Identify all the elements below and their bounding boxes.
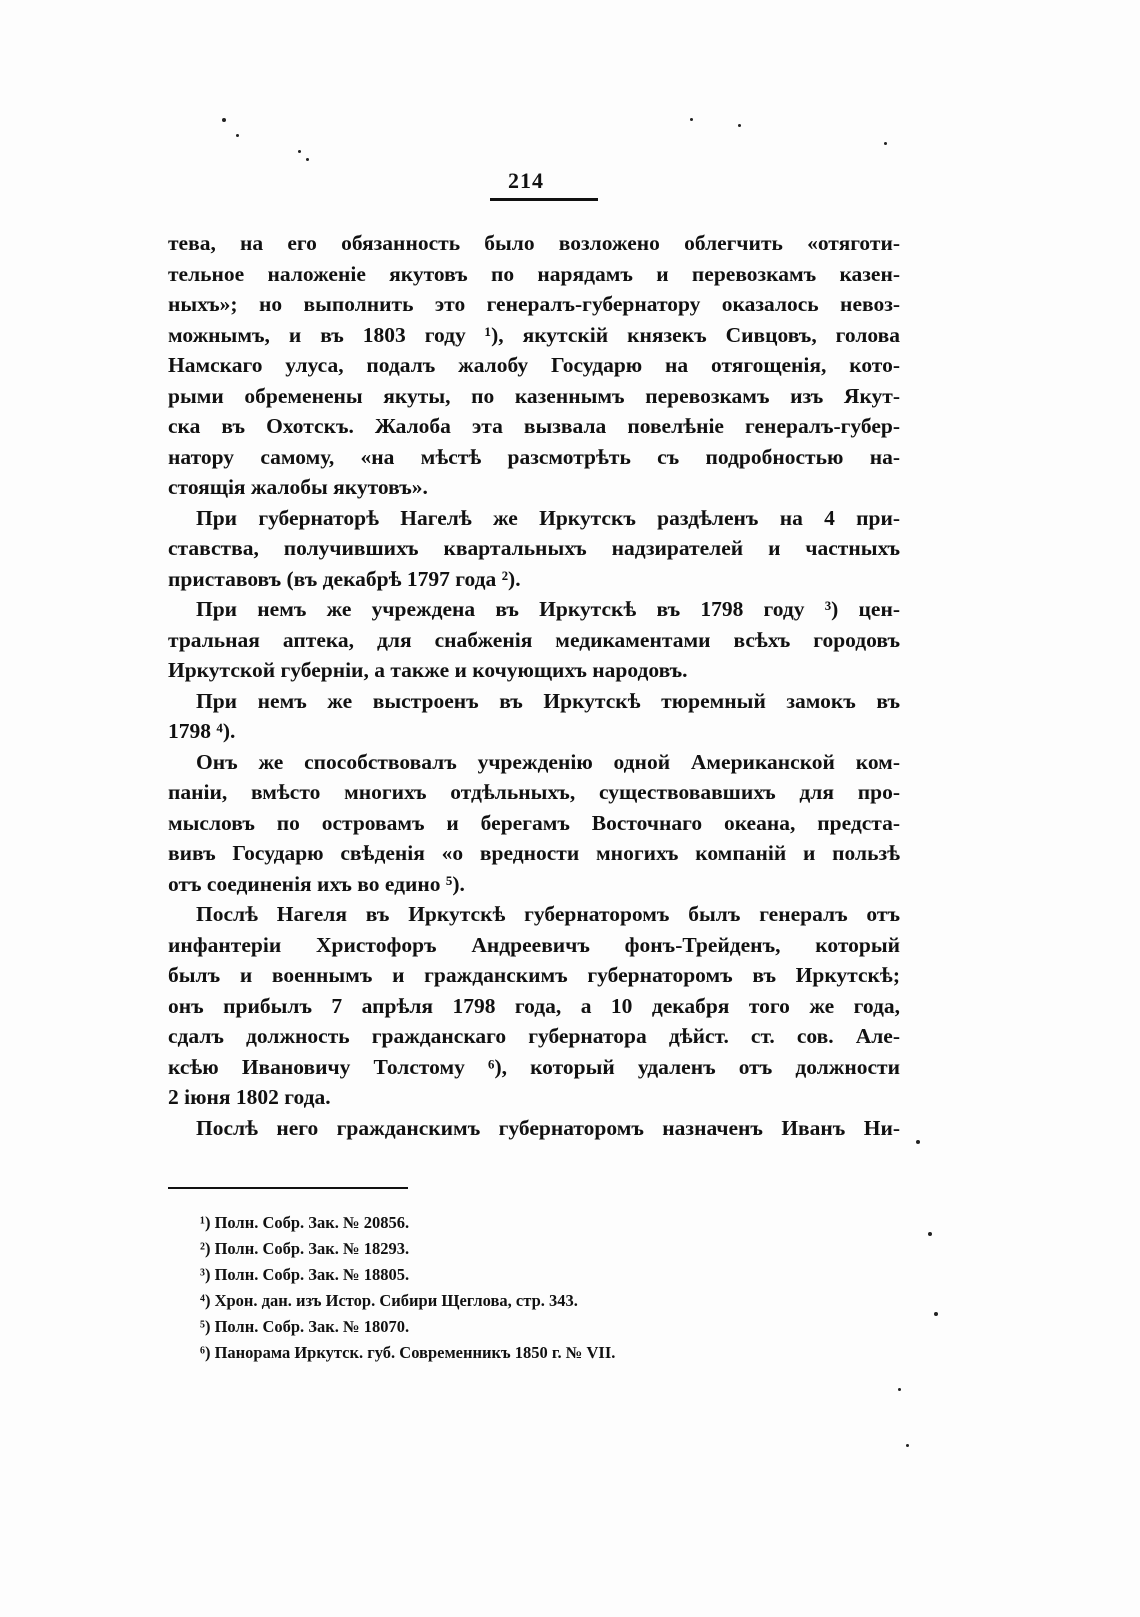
scan-speck: [898, 1388, 901, 1391]
text-line: инфантеріи Христофоръ Андреевичъ фонъ-Трейденъ, который: [168, 932, 900, 957]
text-line: мысловъ по островамъ и берегамъ Восточнаго океана, предста-: [168, 810, 900, 835]
text-line: онъ прибылъ 7 апрѣля 1798 года, а 10 декабря того же года,: [168, 993, 900, 1018]
text-line: 2 іюня 1802 года.: [168, 1085, 331, 1109]
text-line: 1798 ⁴).: [168, 719, 236, 743]
scan-speck: [916, 1140, 920, 1144]
text-line: ксѣю Ивановичу Толстому ⁶), который удаленъ отъ должности: [168, 1054, 900, 1079]
text-line: При немъ же учреждена въ Иркутскѣ въ 1798 году ³) цен-: [196, 597, 900, 621]
text-line: При немъ же выстроенъ въ Иркутскѣ тюремный замокъ въ: [196, 688, 900, 713]
text-line: рыми обременены якуты, по казеннымъ перевозкамъ изъ Якут-: [168, 383, 900, 408]
scan-speck: [236, 134, 239, 137]
paragraph: [168, 594, 900, 686]
text-line: вивъ Государю свѣденія «о вредности многихъ компаній и пользѣ: [168, 841, 900, 865]
text-line: паніи, вмѣсто многихъ отдѣльныхъ, существовавшихъ для про-: [168, 780, 900, 804]
text-line: приставовъ (въ декабрѣ 1797 года ²).: [168, 566, 521, 591]
paragraph: [168, 899, 900, 1113]
footnote: ¹) Полн. Собр. Зак. № 20856.: [200, 1213, 410, 1232]
text-line: можнымъ, и въ 1803 году ¹), якутскій князекъ Сивцовъ, голова: [168, 322, 900, 347]
scan-speck: [934, 1312, 938, 1316]
text-line: Послѣ него гражданскимъ губернаторомъ назначенъ Иванъ Ни-: [196, 1115, 900, 1140]
paragraph: [168, 503, 900, 595]
text-line: Послѣ Нагеля въ Иркутскѣ губернаторомъ былъ генералъ отъ: [196, 902, 900, 926]
text-line: ставства, получившихъ квартальныхъ надзирателей и частныхъ: [168, 536, 900, 560]
footnote: ²) Полн. Собр. Зак. № 18293.: [200, 1239, 410, 1258]
footnote: ⁶) Панорама Иркутск. губ. Современникъ 1850 г. № VII.: [200, 1343, 616, 1362]
footnote: ⁴) Хрон. дан. изъ Истор. Сибири Щеглова, стр. 343.: [200, 1291, 578, 1310]
footnote: ⁵) Полн. Собр. Зак. № 18070.: [200, 1317, 410, 1336]
text-line: ска въ Охотскъ. Жалоба эта вызвала повелѣніе генералъ-губер-: [168, 414, 900, 438]
paragraph: [168, 1113, 900, 1144]
text-line: ныхъ»; но выполнить это генералъ-губернатору оказалось невоз-: [168, 292, 900, 316]
scan-speck: [928, 1232, 932, 1236]
paragraph: [168, 228, 900, 503]
scan-speck: [222, 118, 226, 122]
text-line: отъ соединенія ихъ во едино ⁵).: [168, 871, 465, 896]
scan-speck: [690, 118, 693, 121]
text-line: тральная аптека, для снабженія медикаментами всѣхъ городовъ: [168, 627, 900, 652]
text-line: Онъ же способствовалъ учрежденію одной Американской ком-: [196, 749, 900, 774]
body-text: [168, 228, 900, 1143]
text-line: тельное наложеніе якутовъ по нарядамъ и перевозкамъ казен-: [168, 261, 900, 286]
text-line: натору самому, «на мѣстѣ разсмотрѣть съ подробностью на-: [168, 444, 900, 469]
text-line: Намскаго улуса, подалъ жалобу Государю на отягощенія, кото-: [168, 353, 900, 377]
text-line: былъ и военнымъ и гражданскимъ губернаторомъ въ Иркутскѣ;: [168, 963, 900, 987]
footnote-rule: [168, 1187, 408, 1189]
scan-speck: [298, 150, 301, 153]
paragraph: [168, 747, 900, 900]
text-line: тева, на его обязанность было возложено облегчить «отяготи-: [168, 231, 900, 255]
scan-speck: [306, 158, 309, 161]
footnotes: [200, 1210, 760, 1366]
text-line: Иркутской губерніи, а также и кочующихъ народовъ.: [168, 658, 688, 682]
text-line: При губернаторѣ Нагелѣ же Иркутскъ раздѣленъ на 4 при-: [196, 505, 900, 530]
scan-speck: [906, 1444, 909, 1447]
paragraph: [168, 686, 900, 747]
scan-speck: [884, 142, 887, 145]
footnote: ³) Полн. Собр. Зак. № 18805.: [200, 1265, 410, 1284]
text-line: сдалъ должность гражданскаго губернатора дѣйст. ст. сов. Але-: [168, 1024, 900, 1048]
scan-speck: [738, 124, 741, 127]
page-number: 214: [508, 168, 544, 193]
text-line: стоящія жалобы якутовъ».: [168, 475, 428, 499]
page-number-rule: [490, 198, 598, 201]
